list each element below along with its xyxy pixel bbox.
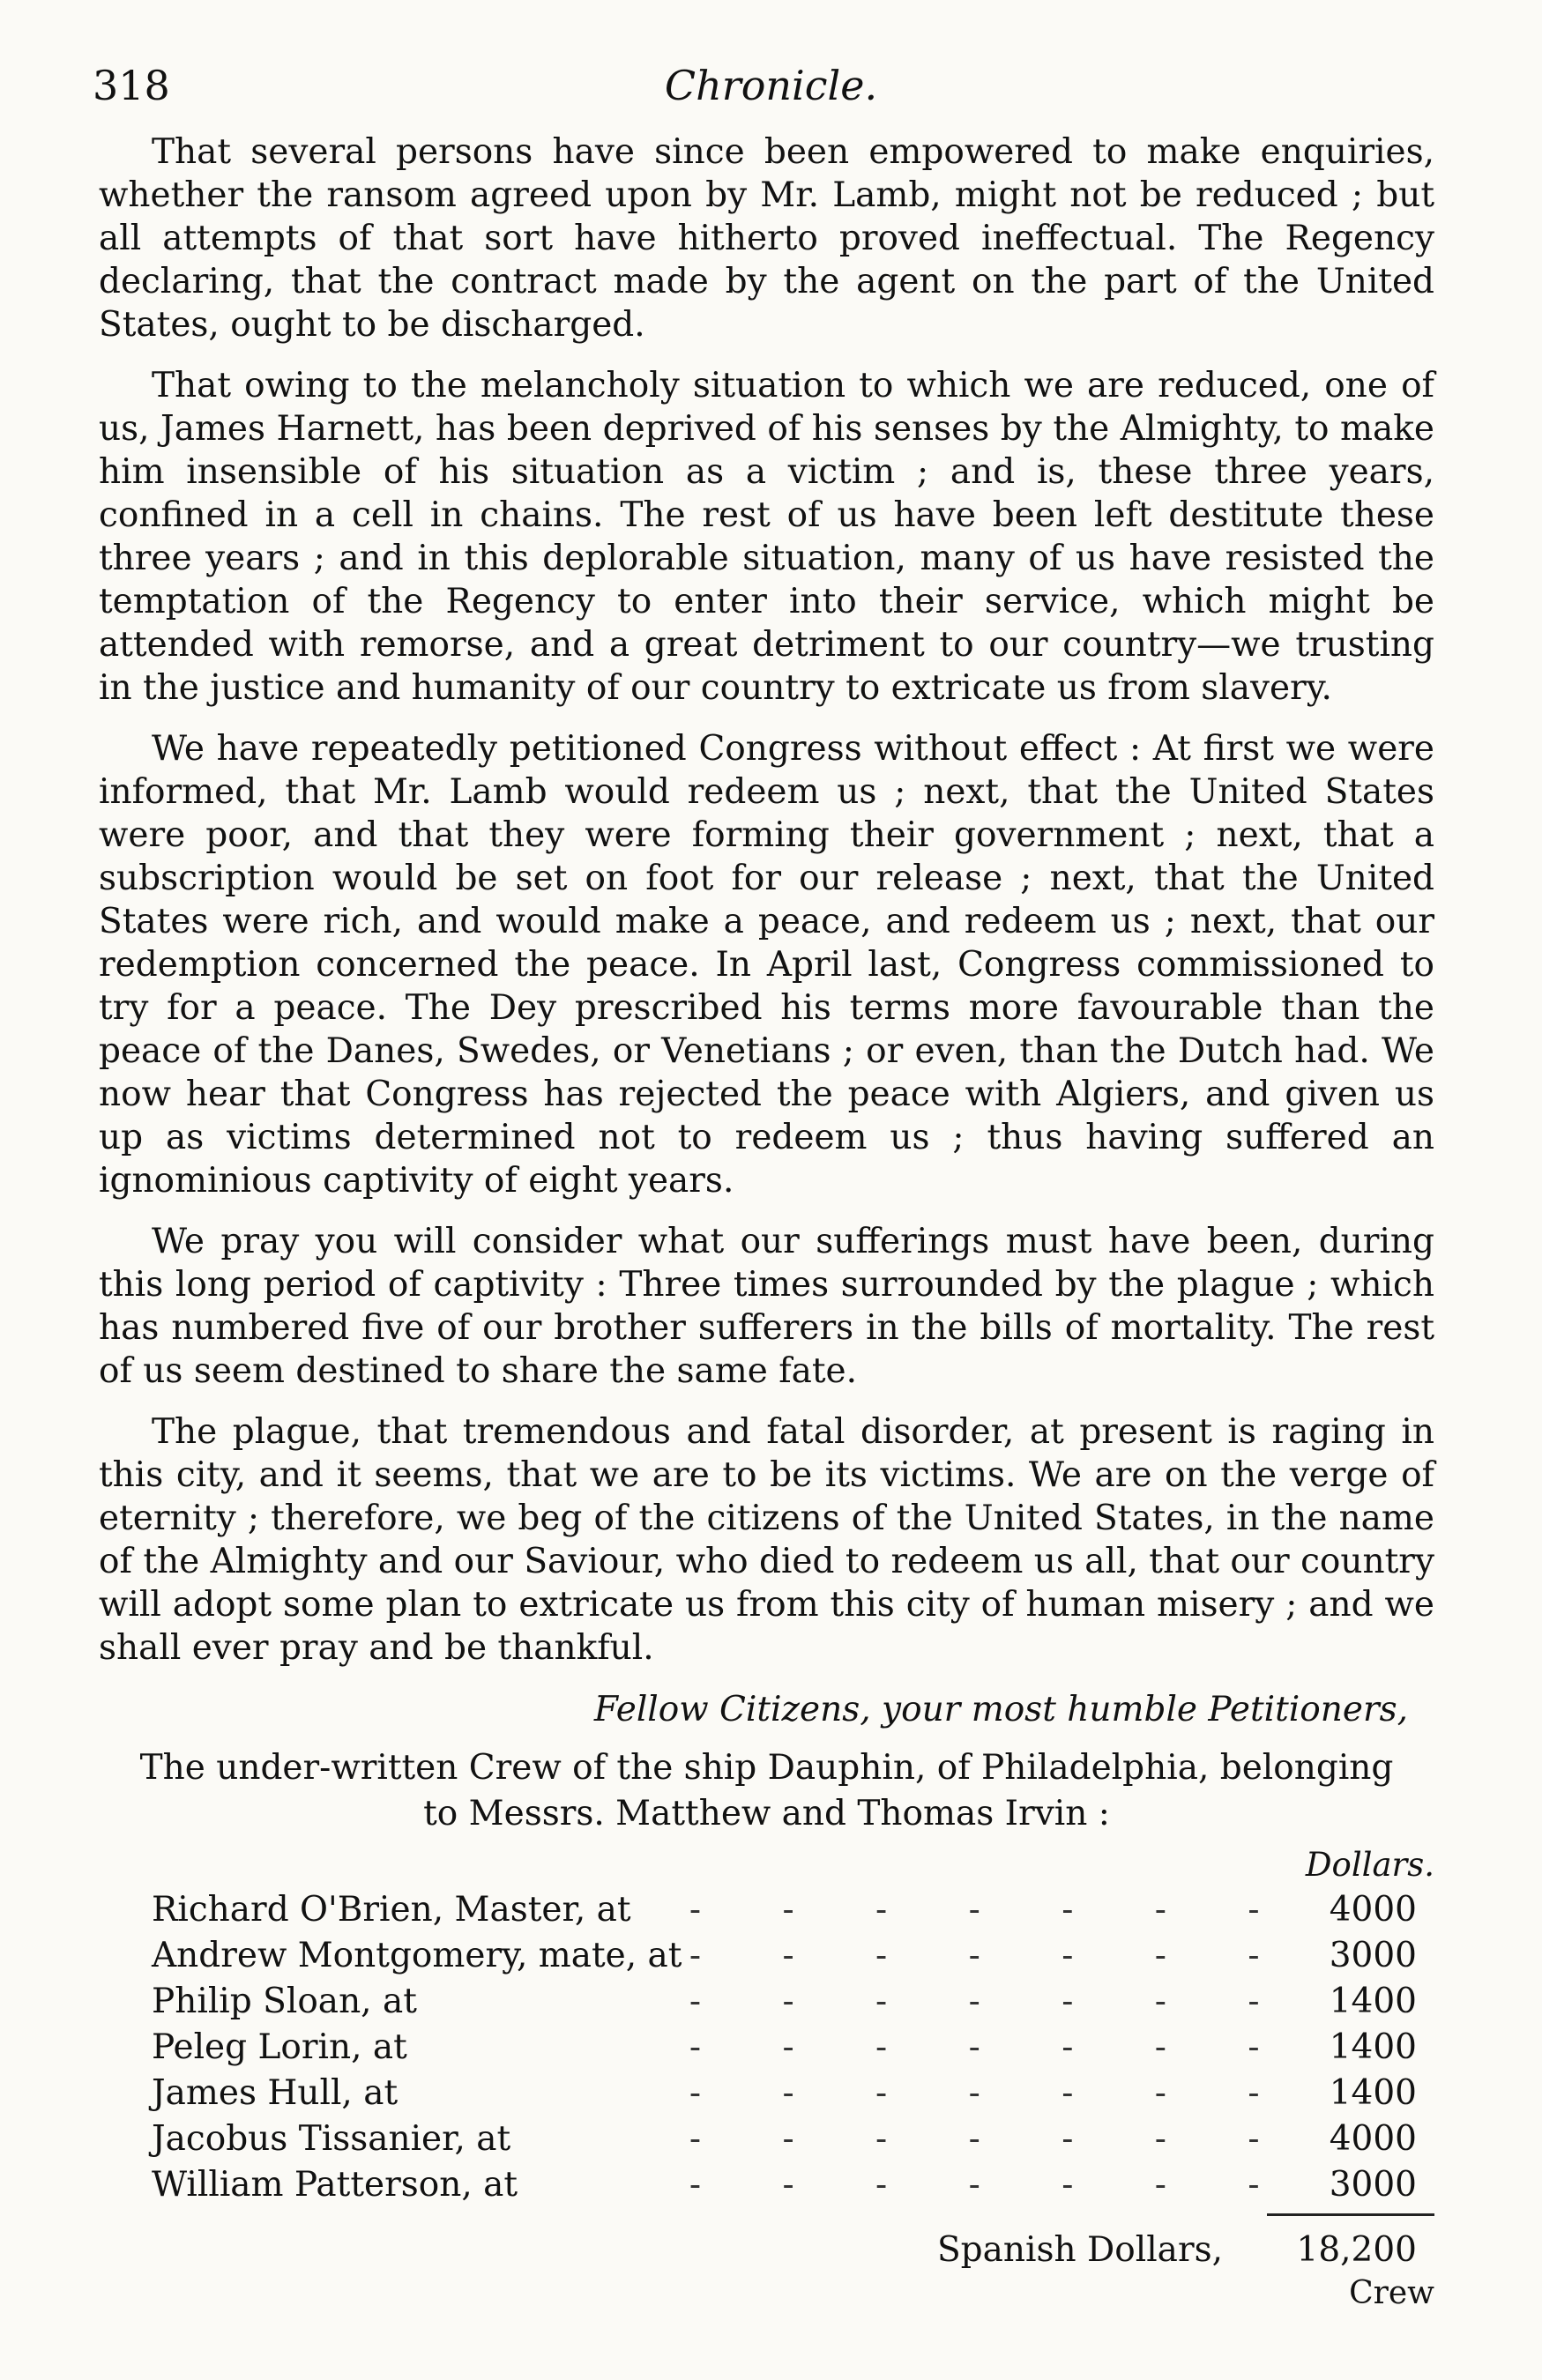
catchword: Crew	[1349, 2275, 1434, 2311]
total-row	[99, 2230, 1434, 2270]
crew-amount: 4000	[1329, 2119, 1417, 2159]
paragraph: We pray you will consider what our sufferings must have been, during this long period of captivity : Three times surrounded by the plague ; which has numbered five of our brother sufferers in the bills of mortality. The rest of us seem destined to share the same fate.	[99, 1222, 1434, 1391]
leader-dashes: - - - - - - -	[689, 1982, 1295, 2021]
leader-dashes: - - - - - - -	[689, 2165, 1295, 2205]
table-row	[99, 1887, 1434, 1933]
page-header	[0, 62, 1542, 132]
page-number: 318	[93, 62, 170, 109]
leader-dashes: - - - - - - -	[689, 2119, 1295, 2159]
leader-dashes: - - - - - - -	[689, 1936, 1295, 1975]
table-row	[99, 2116, 1434, 2162]
crew-name: Jacobus Tissanier, at	[152, 2119, 511, 2159]
crew-name: Andrew Montgomery, mate, at	[152, 1936, 682, 1975]
dollars-column-header: Dollars.	[1305, 1846, 1434, 1884]
paragraph: That owing to the melancholy situation to which we are reduced, one of us, James Harnett, has been deprived of his senses by the Almighty, to make him insensible of his situation as a victim ; and is, these three years, confined in a cell in chains. The rest of us have been left destitute these three years ; and in this deplorable situation, many of us have resisted the temptation of the Regency to enter into their service, which might be attended with remorse, and a great detriment to our country—we trusting in the justice and humanity of our country to extricate us from slavery.	[99, 366, 1434, 708]
page-body	[99, 130, 1434, 2311]
table-row	[99, 2025, 1434, 2071]
crew-amount: 1400	[1329, 2073, 1417, 2113]
paragraph: That several persons have since been empowered to make enquiries, whether the ransom agreed upon by Mr. Lamb, might not be reduced ; but all attempts of that sort have hitherto proved ineffectual. The Regency declaring, that the contract made by the agent on the part of the United States, ought to be discharged.	[99, 132, 1434, 345]
leader-dashes: - - - - - - -	[689, 2073, 1295, 2113]
paragraph: We have repeatedly petitioned Congress without effect : At first we were informed, that Mr. Lamb would redeem us ; next, that the United States were poor, and that they were forming their government ; next, that a subscription would be set on foot for our release ; next, that the United States were rich, and would make a peace, and redeem us ; next, that our redemption concerned the peace. In April last, Congress commissioned to try for a peace. The Dey prescribed his terms more favourable than the peace of the Danes, Swedes, or Venetians ; or even, than the Dutch had. We now hear that Congress has rejected the peace with Algiers, and given us up as victims determined not to redeem us ; thus having suffered an ignominious captivity of eight years.	[99, 729, 1434, 1201]
running-head: Chronicle.	[664, 62, 878, 109]
crew-intro-line: to Messrs. Matthew and Thomas Irvin :	[423, 1794, 1110, 1833]
table-row	[99, 2071, 1434, 2116]
total-label: Spanish Dollars,	[936, 2230, 1223, 2270]
leader-dashes: - - - - - - -	[689, 2027, 1295, 2067]
petition-closing: Fellow Citizens, your most humble Petitioners,	[593, 1690, 1408, 1729]
crew-amount: 4000	[1329, 1890, 1417, 1930]
table-row	[99, 2162, 1434, 2208]
table-row	[99, 1933, 1434, 1979]
crew-ransom-table	[99, 1887, 1434, 2208]
crew-name: William Patterson, at	[152, 2165, 518, 2205]
crew-name: Richard O'Brien, Master, at	[152, 1890, 631, 1930]
crew-name: Peleg Lorin, at	[152, 2027, 407, 2067]
crew-intro	[99, 1745, 1434, 1837]
total-rule	[1267, 2213, 1434, 2216]
crew-amount: 3000	[1329, 2165, 1417, 2205]
crew-amount: 3000	[1329, 1936, 1417, 1975]
total-value: 18,200	[1296, 2230, 1417, 2270]
crew-amount: 1400	[1329, 2027, 1417, 2067]
crew-name: Philip Sloan, at	[152, 1982, 417, 2021]
crew-name: James Hull, at	[152, 2073, 399, 2113]
table-row	[99, 1979, 1434, 2025]
crew-intro-line: The under-written Crew of the ship Dauphin, of Philadelphia, belonging	[139, 1748, 1394, 1788]
crew-amount: 1400	[1329, 1982, 1417, 2021]
leader-dashes: - - - - - - -	[689, 1890, 1295, 1930]
paragraph: The plague, that tremendous and fatal disorder, at present is raging in this city, and it seems, that we are to be its victims. We are on the verge of eternity ; therefore, we beg of the citizens of the United States, in the name of the Almighty and our Saviour, who died to redeem us all, that our country will adopt some plan to extricate us from this city of human misery ; and we shall ever pray and be thankful.	[99, 1412, 1434, 1668]
